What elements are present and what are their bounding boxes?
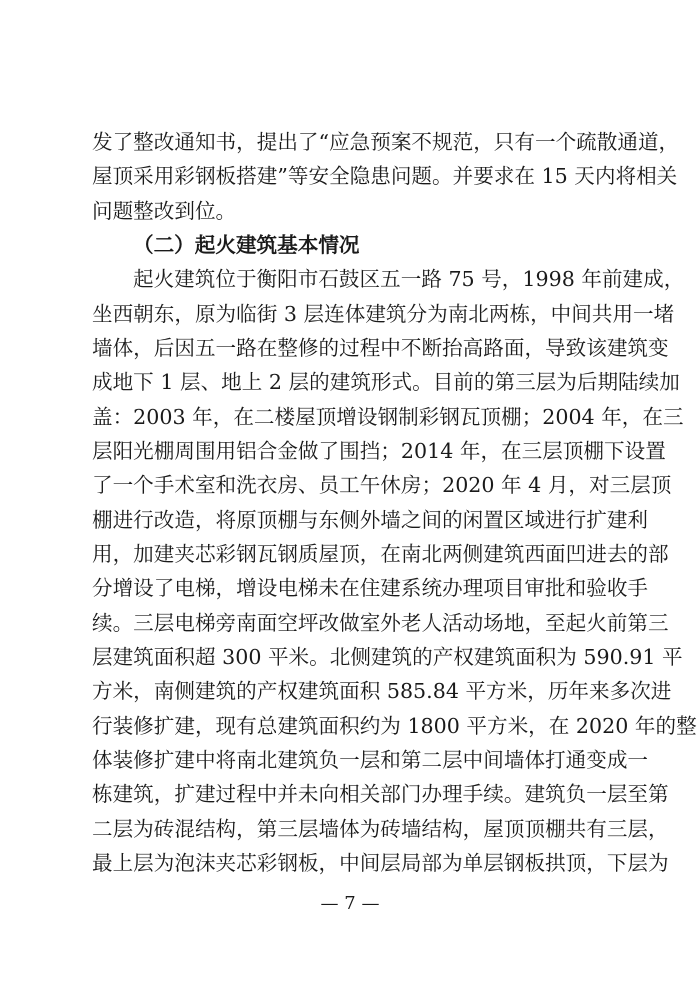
paragraph-line: 盖：2003 年，在二楼屋顶增设钢制彩钢瓦顶棚；2004 年，在三 <box>92 404 684 429</box>
paragraph-line: 方米，南侧建筑的产权建筑面积 585.84 平方米，历年来多次进 <box>92 679 672 704</box>
paragraph-line: 成地下 1 层、地上 2 层的建筑形式。目前的第三层为后期陆续加 <box>92 370 680 395</box>
paragraph-line: 层阳光棚周围用铝合金做了围挡；2014 年，在三层顶棚下设置 <box>92 439 666 463</box>
section-heading: （二）起火建筑基本情况 <box>133 233 360 257</box>
paragraph-line: 棚进行改造，将原顶棚与东侧外墙之间的闲置区域进行扩建利 <box>92 507 649 532</box>
paragraph-line: 层建筑面积超 300 平米。北侧建筑的产权建筑面积为 590.91 平 <box>92 645 683 669</box>
paragraph-line: 分增设了电梯，增设电梯未在住建系统办理项目审批和验收手 <box>92 576 649 601</box>
paragraph-line: 墙体，后因五一路在整修的过程中不断抬高路面，导致该建筑变 <box>92 336 669 360</box>
paragraph-line: 续。三层电梯旁南面空坪改做室外老人活动场地，至起火前第三 <box>92 610 669 635</box>
paragraph-line: 坐西朝东，原为临街 3 层连体建筑分为南北两栋，中间共用一堵 <box>92 301 675 326</box>
paragraph-line: 用，加建夹芯彩钢瓦钢质屋顶，在南北两侧建筑西面凹进去的部 <box>92 542 669 566</box>
paragraph-line: 最上层为泡沫夹芯彩钢板，中间层局部为单层钢板拱顶，下层为 <box>92 851 669 875</box>
paragraph-line: 问题整改到位。 <box>92 198 237 223</box>
paragraph-line: 栋建筑，扩建过程中并未向相关部门办理手续。建筑负一层至第 <box>92 782 669 807</box>
paragraph-line: 行装修扩建，现有总建筑面积约为 1800 平方米，在 2020 年的整 <box>92 713 697 738</box>
paragraph-line: 发了整改通知书，提出了“应急预案不规范，只有一个疏散通道， <box>92 130 680 154</box>
paragraph-line: 起火建筑位于衡阳市石鼓区五一路 75 号，1998 年前建成， <box>133 267 685 292</box>
paragraph-line: 体装修扩建中将南北建筑负一层和第二层中间墙体打通变成一 <box>92 748 649 772</box>
paragraph-line: 了一个手术室和洗衣房、员工午休房；2020 年 4 月，对三层顶 <box>92 473 672 498</box>
page-number: — 7 — <box>320 893 380 914</box>
paragraph-line: 二层为砖混结构，第三层墙体为砖墙结构，屋顶顶棚共有三层， <box>92 816 669 841</box>
paragraph-line: 屋顶采用彩钢板搭建”等安全隐患问题。并要求在 15 天内将相关 <box>92 164 678 189</box>
